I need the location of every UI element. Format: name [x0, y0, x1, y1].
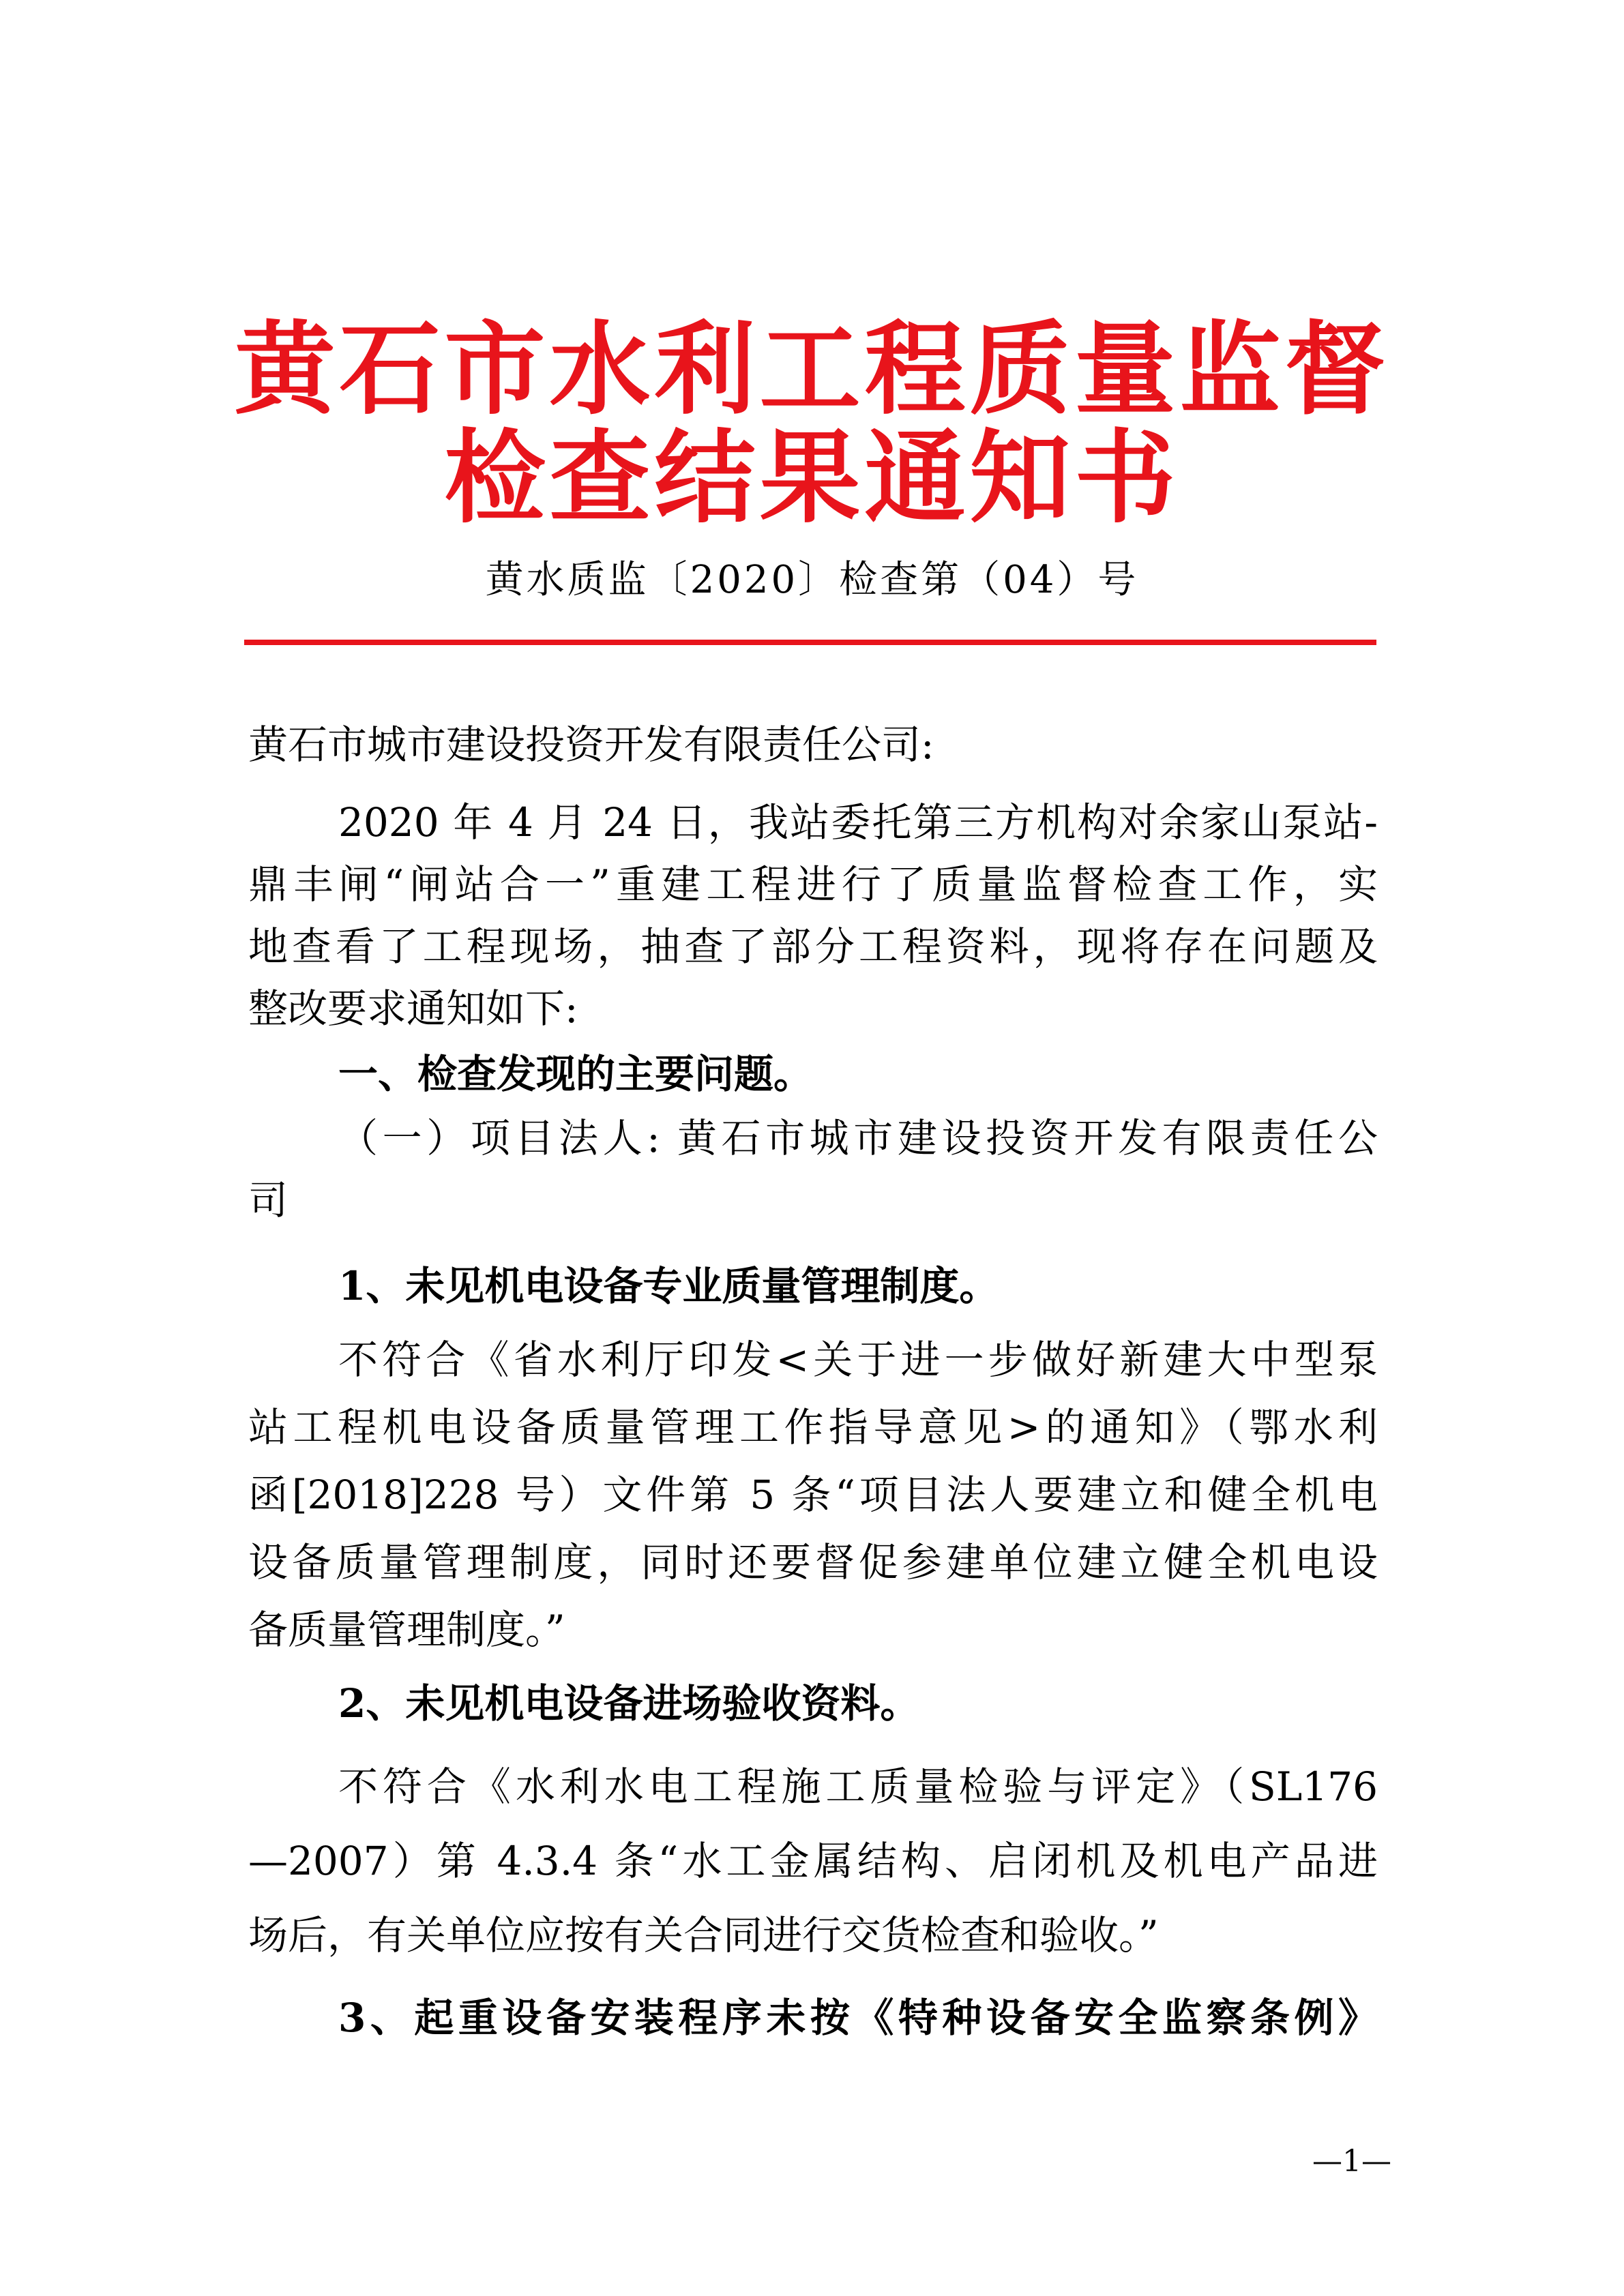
issue-text-line: 函[2018]228 号）文件第 5 条“项目法人要建立和健全机电	[248, 1472, 1378, 1518]
intro-line: 整改要求通知如下:	[248, 985, 578, 1032]
issue-text-line: 设备质量管理制度，同时还要督促参建单位建立健全机电设	[248, 1539, 1378, 1585]
issue-text-line: 不符合《水利水电工程施工质量检验与评定》（SL176	[338, 1763, 1378, 1810]
issue-text-line: —2007）第 4.3.4 条“水工金属结构、启闭机及机电产品进	[248, 1838, 1378, 1884]
intro-line: 2020 年 4 月 24 日，我站委托第三方机构对余家山泵站-	[338, 799, 1378, 846]
issue-text-line: 站工程机电设备质量管理工作指导意见>的通知》（鄂水利	[248, 1404, 1378, 1450]
issue-text-line: 不符合《省水利厅印发<关于进一步做好新建大中型泵	[338, 1337, 1378, 1383]
issue-heading: 2、未见机电设备进场验收资料。	[338, 1680, 920, 1727]
document-number: 黄水质监〔2020〕检查第（04）号	[485, 558, 1139, 602]
document-title-line-2: 检查结果通知书	[444, 419, 1180, 537]
section-heading: 一、检查发现的主要问题。	[338, 1051, 814, 1097]
issue-heading: 1、未见机电设备专业质量管理制度。	[338, 1263, 999, 1309]
subsection-line: 司	[248, 1177, 289, 1223]
addressee: 黄石市城市建设投资开发有限责任公司:	[248, 721, 934, 768]
intro-line: 地查看了工程现场，抽查了部分工程资料，现将存在问题及	[248, 923, 1378, 970]
page-number: —1—	[1312, 2144, 1391, 2179]
intro-line: 鼎丰闸“闸站合一”重建工程进行了质量监督检查工作，实	[248, 861, 1378, 908]
subsection-line: （一）项目法人: 黄石市城市建设投资开发有限责任公	[338, 1115, 1378, 1161]
issue-heading: 3、起重设备安装程序未按《特种设备安全监察条例》	[338, 1995, 1378, 2041]
issue-text-line: 备质量管理制度。”	[248, 1607, 565, 1653]
red-divider	[244, 640, 1376, 645]
document-title-line-1: 黄石市水利工程质量监督	[234, 311, 1390, 428]
issue-text-line: 场后，有关单位应按有关合同进行交货检查和验收。”	[248, 1912, 1159, 1958]
